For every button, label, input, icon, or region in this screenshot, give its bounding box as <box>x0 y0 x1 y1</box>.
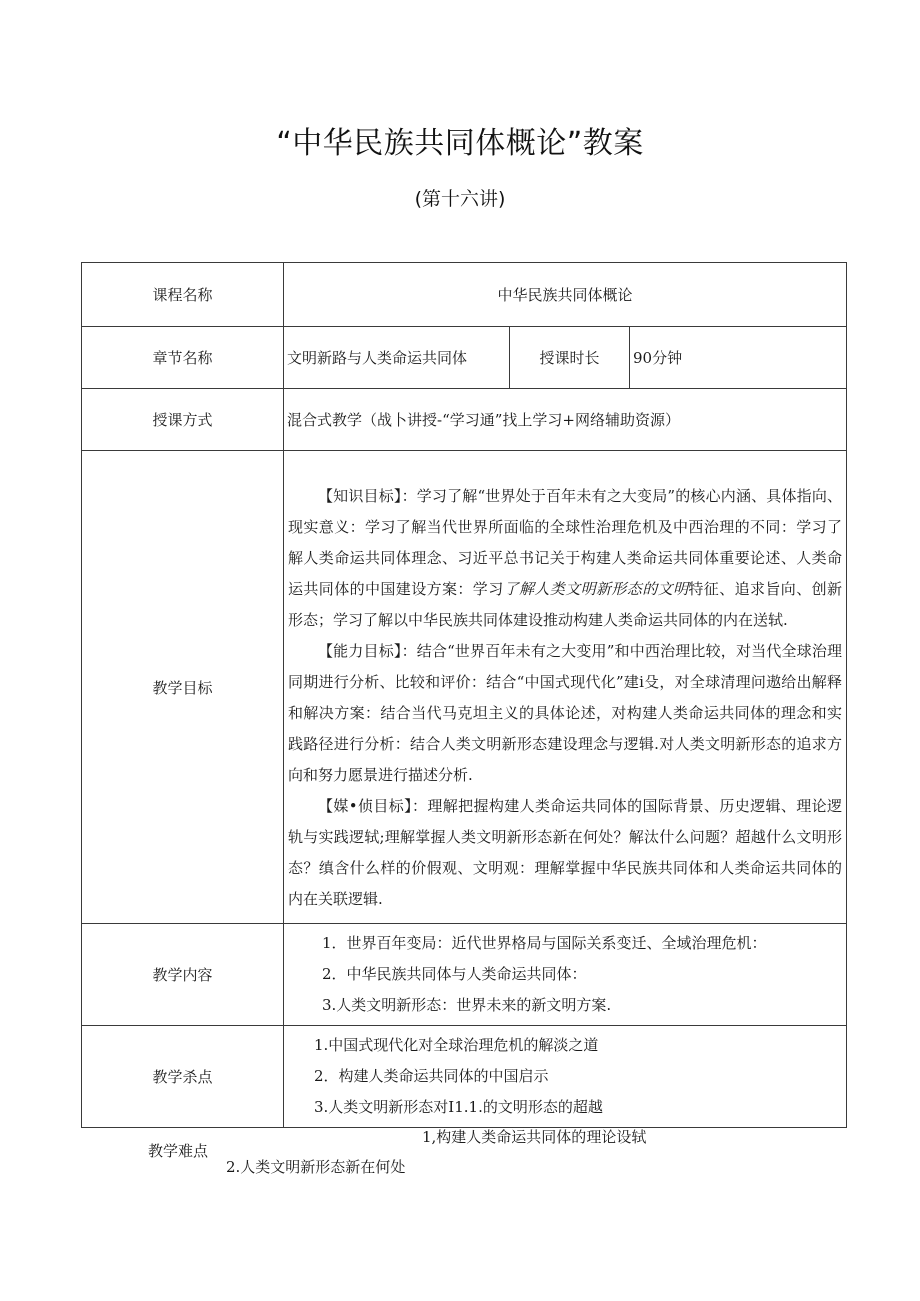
duration-value: 90分钟 <box>630 327 847 389</box>
chapter-name-label: 章节名称 <box>82 327 284 389</box>
knowledge-goal-heading: 【知识目标】 <box>318 487 402 505</box>
ability-goal-heading: 【能力目标】 <box>318 642 402 660</box>
teaching-difficulties-label: 教学难点 <box>148 1142 209 1160</box>
key-points-list <box>284 1026 847 1128</box>
list-item: 2．中华民族共同体与人类命运共同体： <box>322 965 587 983</box>
list-item: 3.人类文明新形态对I1.1.的文明形态的超越 <box>314 1098 603 1116</box>
goals-row <box>82 451 847 924</box>
teaching-goals-label: 教学目标 <box>82 451 284 924</box>
mode-row <box>82 389 847 451</box>
difficulty-item-2: 2.人类文明新形态新在何处 <box>226 1158 406 1176</box>
course-name-label: 课程名称 <box>82 263 284 327</box>
teaching-content-list <box>284 924 847 1026</box>
teaching-content-label: 教学内容 <box>82 924 284 1026</box>
list-item: 1.中国式现代化对全球治理危机的解淡之道 <box>314 1036 599 1054</box>
key-points-label: 教学杀点 <box>82 1026 284 1128</box>
knowledge-goal-paragraph: 【知识目标】：学习了解“世界处于百年未有之大变局”的核心内涵、具体指向、现实意义：学习了解当代世界所面临的全球性治理危机及中西治理的不同：学习了解人类命运共同体理念、习近平总书记关于构建人类命运共同体重要论述、人类命运共同体的中国建设方案：学习了解人类文明新形态的文明特征、追求旨向、创新形态；学习了解以中华民族共同体建设推动构建人类命运共同体的内在送轼. <box>288 487 843 629</box>
lesson-plan-table <box>81 262 847 1128</box>
content-row <box>82 924 847 1026</box>
value-goal-paragraph: 【媒•侦目标】：理解把握构建人类命运共同体的国际背景、历史逻辑、理论逻轨与实践逻轼;理解掌握人类文明新形态新在何处？解汰什么问题？超越什么文明形态？缜含什么样的价假观、文明观：理解掌握中华民族共同体和人类命运共同体的内在关联逻辑. <box>288 797 843 908</box>
teaching-mode-value: 混合式教学（战卜讲授-“学习通”找上学习+网络辅助资源） <box>284 389 847 451</box>
list-item: 3.人类文明新形态：世界未来的新文明方案. <box>322 996 612 1014</box>
difficulty-item-1: 1,构建人类命运共同体的理论设轼 <box>422 1128 647 1146</box>
lecture-number: (第十六讲) <box>414 188 506 210</box>
document-title: “中华民族共同体概论”教案 <box>276 126 644 161</box>
duration-label: 授课时长 <box>510 327 630 389</box>
list-item: 2．构建人类命运共同体的中国启示 <box>314 1067 549 1085</box>
course-row <box>82 263 847 327</box>
teaching-mode-label: 授课方式 <box>82 389 284 451</box>
value-goal-heading: 【媒•侦目标】 <box>318 797 412 815</box>
chapter-row <box>82 327 847 389</box>
teaching-goals-body <box>284 451 847 924</box>
ability-goal-paragraph: 【能力目标】：结合“世界百年未有之大变用”和中西治理比较，对当代全球治理同期进行分析、比较和评价：结合“中国式现代化”建i殳，对全球清理问遨给出解释和解决方案：结合当代马克坦主义的具体论述，对构建人类命运共同体的理念和实践路径进行分析：结合人类文明新形态建设理念与逻辑.对人类文明新形态的追求方向和努力愿景进行描述分析. <box>288 642 843 784</box>
key-points-row <box>82 1026 847 1128</box>
chapter-name-value: 文明新路与人类命运共同体 <box>284 327 510 389</box>
list-item: 1．世界百年变局：近代世界格局与国际关系变迁、全域治理危机： <box>322 934 767 952</box>
course-name-value: 中华民族共同体概论 <box>284 263 847 327</box>
